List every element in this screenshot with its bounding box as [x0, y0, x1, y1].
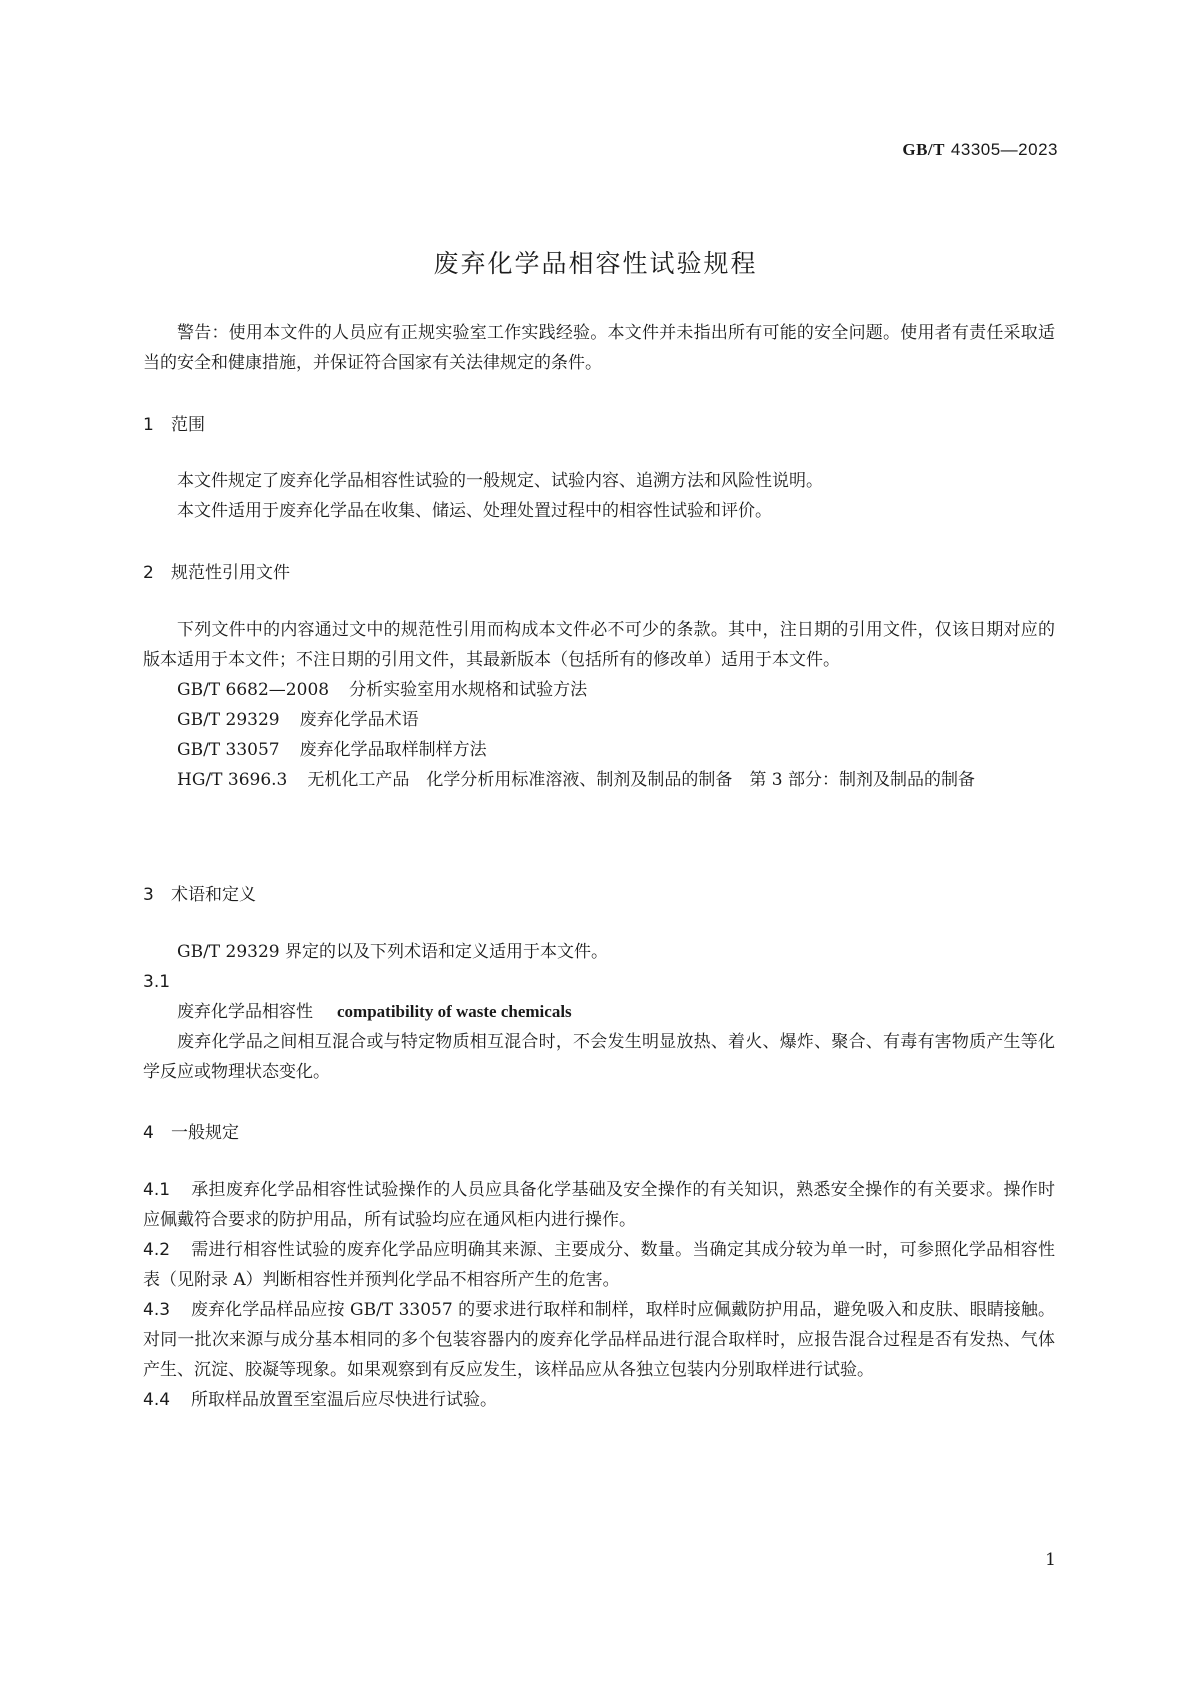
warning-block [143, 318, 1055, 378]
clause-4-3: 4.3 废弃化学品样品应按 GB/T 33057 的要求进行取样和制样，取样时应佩戴防护用品，避免吸入和皮肤、眼睛接触。对同一批次来源与成分基本相同的多个包装容器内的废弃化学品样品进行混合取样时，应报告混合过程是否有发热、气体产生、沉淀、胶凝等现象。如果观察到有反应发生，该样品应从各独立包装内分别取样进行试验。 [143, 1300, 1055, 1380]
reference-item: HG/T 3696.3 无机化工产品 化学分析用标准溶液、制剂及制品的制备 第 3 部分：制剂及制品的制备 [177, 770, 975, 790]
term-entry [143, 997, 1055, 1027]
section-2-body [143, 615, 1055, 795]
terms-intro: GB/T 29329 界定的以及下列术语和定义适用于本文件。 [177, 942, 609, 962]
term-english: compatibility of waste chemicals [337, 1002, 572, 1021]
page-number: 1 [1045, 1550, 1056, 1570]
document-title: 废弃化学品相容性试验规程 [433, 249, 758, 278]
references-intro: 下列文件中的内容通过文中的规范性引用而构成本文件必不可少的条款。其中，注日期的引用文件，仅该日期对应的版本适用于本文件；不注日期的引用文件，其最新版本（包括所有的修改单）适用于本文件。 [143, 620, 1055, 670]
section-1-body [143, 466, 1055, 526]
section-1-heading: 1 范围 [143, 415, 205, 435]
term-number: 3.1 [143, 972, 171, 992]
term-definition: 废弃化学品之间相互混合或与特定物质相互混合时，不会发生明显放热、着火、爆炸、聚合、有毒有害物质产生等化学反应或物理状态变化。 [143, 1032, 1055, 1082]
scope-paragraph-2: 本文件适用于废弃化学品在收集、储运、处理处置过程中的相容性试验和评价。 [177, 501, 772, 521]
reference-item: GB/T 6682—2008 分析实验室用水规格和试验方法 [177, 680, 588, 700]
section-3-body [143, 937, 1055, 1087]
standard-code: GB/T [902, 140, 945, 159]
clause-4-1: 4.1 承担废弃化学品相容性试验操作的人员应具备化学基础及安全操作的有关知识，熟悉安全操作的有关要求。操作时应佩戴符合要求的防护用品，所有试验均应在通风柜内进行操作。 [143, 1180, 1055, 1230]
clause-4-4: 4.4 所取样品放置至室温后应尽快进行试验。 [143, 1390, 497, 1410]
section-4-body [143, 1175, 1055, 1415]
reference-item: GB/T 29329 废弃化学品术语 [177, 710, 419, 730]
reference-item: GB/T 33057 废弃化学品取样制样方法 [177, 740, 487, 760]
standard-year: 43305—2023 [950, 140, 1058, 159]
section-4-heading: 4 一般规定 [143, 1123, 239, 1143]
section-2-heading: 2 规范性引用文件 [143, 563, 290, 583]
term-chinese: 废弃化学品相容性 [177, 1002, 313, 1022]
scope-paragraph-1: 本文件规定了废弃化学品相容性试验的一般规定、试验内容、追溯方法和风险性说明。 [177, 471, 823, 491]
clause-4-2: 4.2 需进行相容性试验的废弃化学品应明确其来源、主要成分、数量。当确定其成分较为单一时，可参照化学品相容性表（见附录 A）判断相容性并预判化学品不相容所产生的危害。 [143, 1240, 1055, 1290]
standard-number [902, 140, 1058, 160]
section-3-heading: 3 术语和定义 [143, 885, 256, 905]
warning-text: 警告：使用本文件的人员应有正规实验室工作实践经验。本文件并未指出所有可能的安全问题。使用者有责任采取适当的安全和健康措施，并保证符合国家有关法律规定的条件。 [143, 323, 1055, 373]
